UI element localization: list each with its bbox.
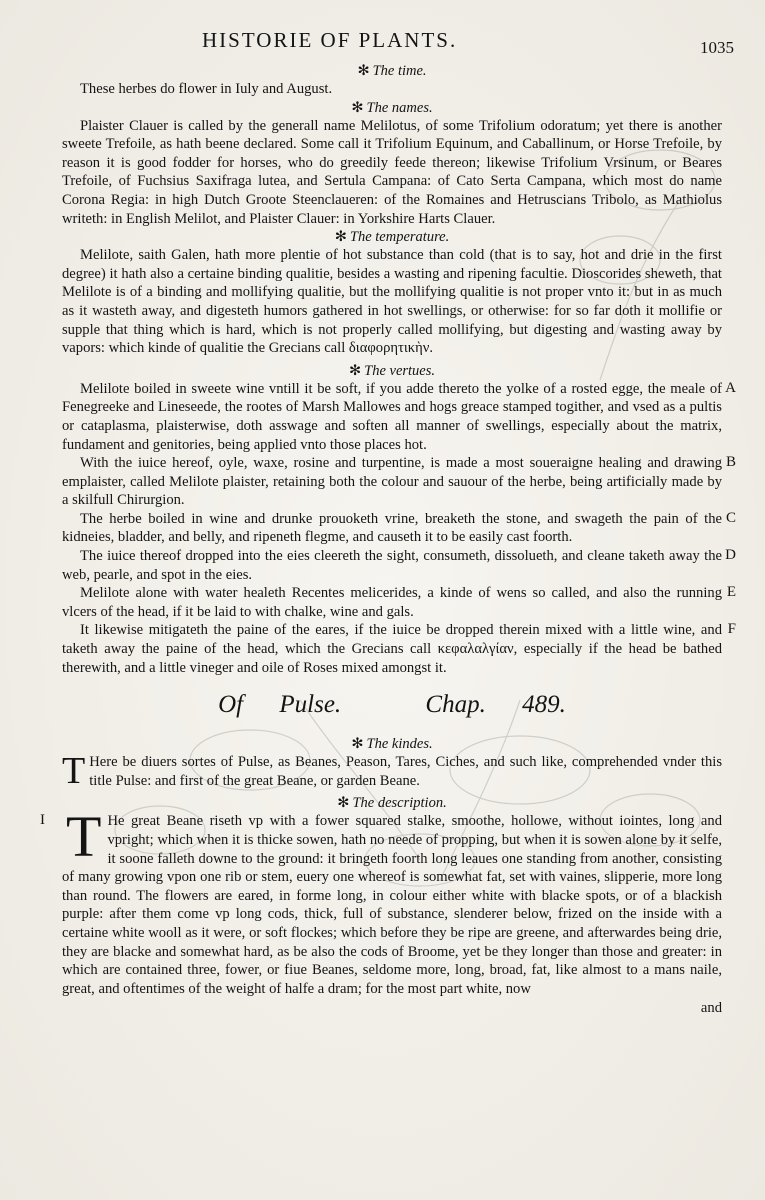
section-heading-kindes: ✻ The kindes. — [351, 736, 433, 753]
asterism-icon: ✻ — [357, 63, 370, 79]
description-paragraph: He great Beane riseth vp with a fower squared stalke, smoothe, hollowe, without iointes, long and vpright; which when it is thicke sowen, hath no neede of propping, but when it is sowen alone by it selfe, it soone falleth downe to the ground: it bringeth foorth long leaues one standing from another, consisting of many growing vpon one rib or stem, euery one whereof is somewhat fat, set with vaines, slipperie, more long than round. The flowers are eared, in forme long, in colour either white with blacke spots, or of a blackish purple: after them come vp long cods, thick, full of substance, slenderer below, frized on the inside with a certaine white wooll as it were, or soft flockes; which before they be ripe are greene, and afterwardes being drie, they are blacke and somewhat hard, as be also the cods of Broome, yet be they longer than those and greater: in which are contained three, fower, or fiue Beanes, seldome more, long, broad, fat, like almost to a mans naile, great, and oftentimes of the weight of halfe a dram; for the most part white, now — [62, 813, 722, 997]
kindes-block — [62, 750, 722, 793]
asterism-icon: ✻ — [334, 229, 347, 246]
chapter-heading — [62, 691, 722, 723]
chapter-title: Of Pulse. — [218, 691, 342, 719]
description-block — [40, 804, 722, 998]
drop-cap: T — [62, 750, 86, 793]
vertue-paragraph: C The herbe boiled in wine and drunke prouoketh vrine, breaketh the stone, and swageth the pain of the kidneies, bladder, and belly, and ripeneth flegme, and causeth it to be easily cast foorth. — [62, 509, 736, 546]
kindes-paragraph: Here be diuers sortes of Pulse, as Beanes, Peason, Tares, Ciches, and such like, comprehended vnder this title Pulse: and first of the great Beane, or garden Beane. — [89, 754, 722, 789]
time-paragraph: These herbes do flower in Iuly and August. — [80, 81, 333, 97]
margin-letter: A — [725, 379, 736, 396]
vertue-paragraph: F It likewise mitigateth the paine of the eares, if the iuice be dropped therein mixed with a little wine, and taketh away the paine of the head, which the Grecians call κεφαλαλγίαν, especially if the head be bathed therewith, and a little vineger and oile of Roses mixed amongst it. — [62, 621, 736, 676]
margin-letter: F — [727, 621, 736, 638]
vertue-paragraph: B With the iuice hereof, oyle, waxe, rosine and turpentine, is made a most soueraigne healing and drawing emplaister, called Melilote plaister, retaining both the colour and sauour of the herbe, being artificially made by a skilfull Chirurgion. — [62, 454, 736, 509]
vertue-paragraph: E Melilote alone with water healeth Recentes melicerides, a kinde of wens so called, and also the running vlcers of the head, if it be laid to with chalke, wine and gals. — [62, 584, 736, 620]
vertue-paragraph: A Melilote boiled in sweete wine vntill it be soft, if you adde thereto the yolke of a rosted egge, the meale of Fenegreeke and Lineseede, the rootes of Marsh Mallowes and hogs greace stamped togither, and vsed as a pultis or cataplasma, plaisterwise, doth asswage and soften all manner of swellings, especially about the matrix, fundament and genitories, being applied vnto those places hot. — [62, 379, 736, 453]
section-heading-names: ✻ The names. — [351, 99, 433, 116]
asterism-icon: ✻ — [348, 362, 362, 379]
margin-letter: C — [725, 509, 736, 526]
temperature-paragraph: Melilote, saith Galen, hath more plentie of hot substance than cold (that is to say, hot and drie in the first degree) it hath also a certaine binding qualitie, besides a wasting and ripening facultie. Dioscorides sheweth, that Melilote is of a binding and mollifying qualitie, but the mollifying qualitie is not proper vnto it: but in as much as it wasteth away, and digesteth humors gathered in hot swellings, or otherwise: for so far doth it mollifie or supple that thing which is hard, which is not properly called mollifying, but digesting and wasting away by vapors: which kinde of qualitie the Grecians call διαφορητικὴν. — [62, 247, 722, 357]
page-number: 1035 — [700, 38, 734, 57]
margin-letter: B — [725, 454, 736, 471]
asterism-icon: ✻ — [351, 736, 364, 753]
margin-letter: D — [725, 547, 736, 564]
chapter-number: Chap. 489. — [425, 691, 566, 719]
asterism-icon: ✻ — [351, 99, 364, 116]
catchword: and — [700, 1000, 722, 1017]
section-heading-temperature: ✻ The temperature. — [334, 229, 450, 246]
section-heading-time: ✻ The time. — [357, 63, 427, 79]
section-heading-description: ✻ The description. — [337, 795, 447, 812]
names-paragraph: Plaister Clauer is called by the generall name Melilotus, of some Trifolium odoratum; yet there is another sweete Trefoile, as hath beene declared. Some call it Trifolium Equinum, and Caballinum, or Horse Trefoile, by reason it is good fodder for horses, who do greedily feede thereon; likewise Trifolium Vrsinum, or Beares Trefoile, of Fuchsius Saxifraga lutea, and Sertula Campana: of Cato Serta Campana, which most do name Corona Regia: in high Dutch Groote Steenclaueren: of the Romaines and Hetruscians Tribolo, as Mathiolus writeth: in English Melilot, and Plaister Clauer: in Yorkshire Harts Clauer. — [62, 117, 722, 227]
running-title: HISTORIE OF PLANTS. — [202, 28, 458, 52]
vertue-paragraph: D The iuice thereof dropped into the eies cleereth the sight, consumeth, dissolueth, and cleane taketh away the web, pearle, and spot in the eies. — [62, 547, 736, 583]
asterism-icon: ✻ — [337, 795, 350, 812]
running-head — [62, 28, 734, 62]
drop-cap: T — [66, 804, 102, 870]
page-content — [40, 28, 736, 1017]
item-numeral: I — [40, 812, 45, 829]
margin-letter: E — [726, 584, 736, 601]
section-heading-vertues: ✻ The vertues. — [348, 362, 436, 379]
